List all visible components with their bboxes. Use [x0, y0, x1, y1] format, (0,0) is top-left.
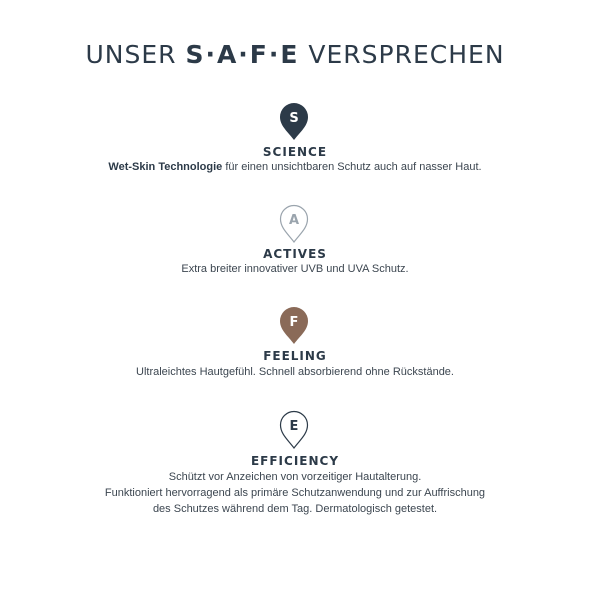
actives-pin-letter: A	[288, 213, 300, 228]
title-prefix: UNSER	[85, 40, 186, 69]
science-text: für einen unsichtbaren Schutz auch auf nasser Haut.	[222, 161, 482, 173]
feeling-heading: FEELING	[263, 349, 327, 363]
feeling-pin-letter: F	[289, 315, 299, 330]
efficiency-line-1: Schützt vor Anzeichen von vorzeitiger Hautalterung.	[168, 471, 422, 483]
efficiency-pin-letter: E	[289, 419, 299, 434]
science-heading: SCIENCE	[262, 145, 328, 159]
actives-pin-icon	[279, 204, 309, 244]
science-pin-icon	[279, 102, 309, 142]
feeling-description: Ultraleichtes Hautgefühl. Schnell absorbierend ohne Rückstände.	[136, 366, 454, 378]
efficiency-description	[0, 469, 590, 517]
efficiency-line-3: des Schutzes während dem Tag. Dermatologisch getestet.	[152, 503, 438, 515]
title-suffix: VERSPRECHEN	[299, 40, 505, 69]
page-title	[0, 40, 590, 69]
science-pin-letter: S	[289, 111, 299, 126]
efficiency-heading: EFFICIENCY	[250, 454, 340, 468]
actives-heading: ACTIVES	[263, 247, 327, 261]
feeling-pin-icon	[279, 306, 309, 346]
science-description	[0, 159, 590, 175]
title-safe: S·A·F·E	[185, 40, 300, 69]
efficiency-pin-icon	[279, 410, 309, 450]
efficiency-line-2: Funktioniert hervorragend als primäre Schutzanwendung und zur Auffrischung	[104, 487, 486, 499]
science-bold-text: Wet-Skin Technologie	[108, 161, 223, 173]
actives-description: Extra breiter innovativer UVB und UVA Schutz.	[181, 263, 409, 275]
